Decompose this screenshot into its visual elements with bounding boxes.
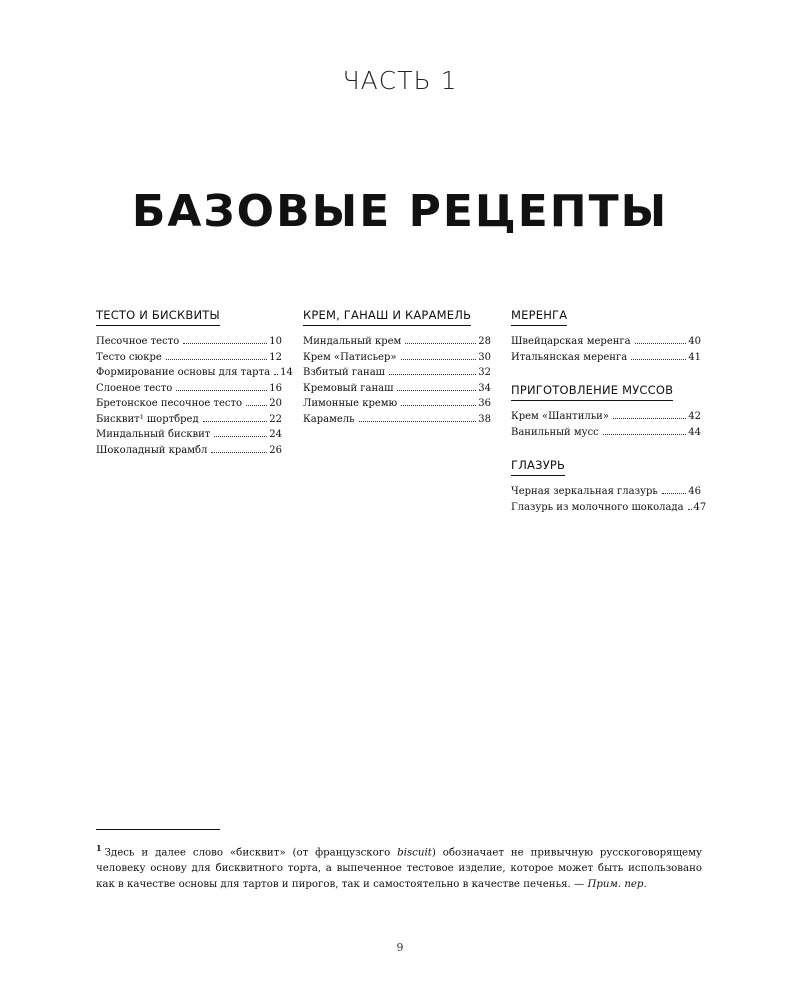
- dot-leader: [389, 374, 476, 375]
- toc-item-title: Шоколадный крамбл: [96, 444, 208, 456]
- dot-leader: [203, 421, 268, 422]
- toc-item-page: 10: [269, 336, 282, 347]
- toc-item[interactable]: [303, 334, 491, 350]
- toc-item[interactable]: [511, 500, 707, 516]
- toc-item-page: 46: [688, 486, 701, 497]
- toc-item-page: 38: [478, 413, 491, 425]
- dot-leader: [211, 452, 267, 453]
- toc-item[interactable]: [511, 350, 701, 366]
- dot-leader: [401, 405, 476, 406]
- toc-item-page: 36: [478, 398, 491, 409]
- toc-item[interactable]: [511, 334, 701, 350]
- toc-item-page: 42: [688, 411, 701, 422]
- toc-item-title: Тесто сюкре: [96, 351, 162, 363]
- dot-leader: [183, 343, 267, 344]
- dot-leader: [662, 493, 686, 494]
- toc-item-title: Крем «Патисьер»: [303, 351, 397, 363]
- toc-item-page: 20: [269, 398, 282, 409]
- toc-section-meringue: [511, 304, 701, 365]
- toc-item[interactable]: [96, 427, 282, 443]
- toc-item[interactable]: [511, 409, 701, 425]
- toc-item[interactable]: [303, 396, 491, 412]
- part-label: ЧАСТЬ 1: [342, 66, 458, 95]
- toc-item-title: Миндальный крем: [303, 336, 402, 347]
- toc-item-title: Формирование основы для тарта: [96, 367, 271, 378]
- toc-item[interactable]: [303, 365, 491, 381]
- dot-leader: [401, 359, 477, 360]
- toc-section-glaze: [511, 454, 707, 515]
- dot-leader: [397, 390, 476, 391]
- toc-column-2: [303, 304, 491, 441]
- toc-item-title: Карамель: [303, 413, 355, 425]
- toc-item[interactable]: [96, 381, 282, 397]
- toc-item-title: Итальянская меренга: [511, 351, 628, 363]
- section-title: МЕРЕНГА: [511, 308, 567, 326]
- footnote-translator-note: Прим. пер.: [587, 879, 647, 891]
- section-title: КРЕМ, ГАНАШ И КАРАМЕЛЬ: [303, 308, 471, 326]
- toc-item-page: 28: [478, 336, 491, 347]
- toc-item-title: Бисквит¹ шортбред: [96, 413, 199, 425]
- page-title: БАЗОВЫЕ РЕЦЕПТЫ: [131, 186, 669, 237]
- dot-leader: [635, 343, 687, 344]
- toc-item-title: Бретонское песочное тесто: [96, 398, 243, 409]
- toc-item[interactable]: [511, 425, 701, 441]
- footnote: [96, 840, 702, 893]
- dot-leader: [176, 390, 267, 391]
- toc-item-title: Песочное тесто: [96, 336, 180, 347]
- dot-leader: [613, 418, 686, 419]
- dot-leader: [274, 374, 278, 375]
- toc-item-title: Кремовый ганаш: [303, 382, 394, 394]
- toc-item[interactable]: [303, 412, 491, 428]
- toc-item-page: 40: [688, 336, 701, 347]
- toc-item[interactable]: [96, 443, 282, 459]
- toc-item-title: Слоеное тесто: [96, 382, 173, 394]
- toc-item-page: 34: [478, 382, 491, 394]
- toc-item-title: Глазурь из молочного шоколада: [511, 501, 684, 513]
- toc-item[interactable]: [96, 396, 282, 412]
- toc-item-page: 16: [269, 382, 282, 394]
- dot-leader: [405, 343, 476, 344]
- toc-item-page: 32: [478, 367, 491, 378]
- footnote-divider: [96, 829, 220, 830]
- toc-item-title: Взбитый ганаш: [303, 367, 385, 378]
- toc-item-page: 26: [269, 444, 282, 456]
- toc-item[interactable]: [96, 334, 282, 350]
- toc-column-3: [511, 304, 707, 529]
- toc-item-page: 14: [280, 367, 293, 378]
- dot-leader: [359, 421, 477, 422]
- toc-item-title: Ванильный мусс: [511, 426, 599, 438]
- dot-leader: [246, 405, 267, 406]
- toc-item-page: 30: [478, 351, 491, 363]
- section-title: ТЕСТО И БИСКВИТЫ: [96, 308, 220, 326]
- footnote-marker: 1: [96, 843, 102, 853]
- footnote-text-after: ) обозначает не привычную русскоговорящему человеку основу для бисквитного торта, а выпеченное тестовое изделие, которое может быть использовано как в качестве основы для тартов и пирогов, так и самостоятельно в качестве печенья. —: [96, 847, 702, 891]
- toc-section-dough: [96, 304, 293, 458]
- footnote-text-before: Здесь и далее слово «бисквит» (от французского: [104, 847, 398, 859]
- toc-item[interactable]: [303, 350, 491, 366]
- toc-item[interactable]: [303, 381, 491, 397]
- dot-leader: [214, 436, 267, 437]
- toc-section-cream: [303, 304, 491, 427]
- section-title: ПРИГОТОВЛЕНИЕ МУССОВ: [511, 383, 673, 401]
- toc-item-page: 22: [269, 413, 282, 425]
- toc-item-page: 47: [693, 501, 707, 513]
- page-number: 9: [396, 941, 404, 954]
- toc-item-page: 24: [269, 429, 282, 440]
- toc-item[interactable]: [96, 365, 293, 381]
- footnote-italic-word: biscuit: [397, 847, 432, 859]
- toc-item-page: 41: [688, 351, 701, 363]
- dot-leader: [603, 434, 686, 435]
- dot-leader: [166, 359, 267, 360]
- toc-item-page: 12: [269, 351, 282, 363]
- dot-leader: [688, 509, 692, 510]
- toc-item[interactable]: [96, 350, 282, 366]
- toc-item-title: Лимонные кремю: [303, 398, 398, 409]
- toc-item-title: Миндальный бисквит: [96, 429, 211, 440]
- toc-column-1: [96, 304, 293, 472]
- toc-item[interactable]: [511, 484, 701, 500]
- toc-item[interactable]: [96, 412, 282, 428]
- toc-item-title: Швейцарская меренга: [511, 336, 631, 347]
- dot-leader: [631, 359, 686, 360]
- toc-item-title: Черная зеркальная глазурь: [511, 486, 658, 497]
- toc-section-mousse: [511, 379, 701, 440]
- section-title: ГЛАЗУРЬ: [511, 458, 565, 476]
- toc-item-page: 44: [688, 426, 701, 438]
- toc-item-title: Крем «Шантильи»: [511, 411, 609, 422]
